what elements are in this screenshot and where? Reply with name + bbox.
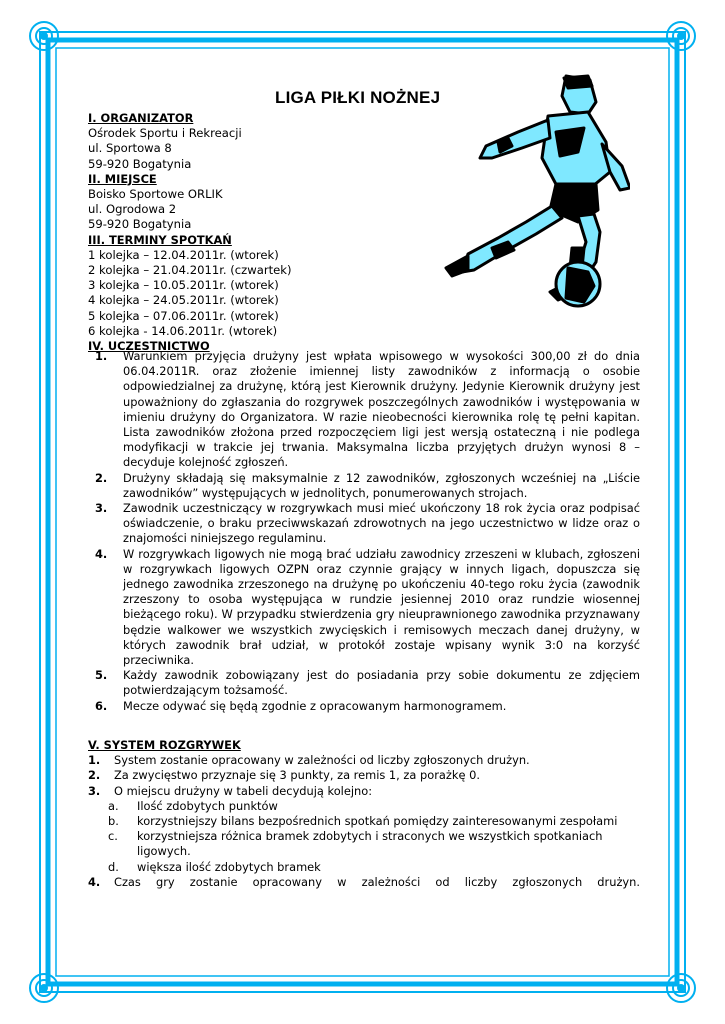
section-organizer xyxy=(88,111,292,354)
system-heading: V. SYSTEM ROZGRYWEK xyxy=(88,738,241,752)
schedule-line: 3 kolejka – 10.05.2011r. (wtorek) xyxy=(88,278,279,293)
list-item-text: System zostanie opracowany w zależności od liczby zgłoszonych drużyn. xyxy=(114,753,530,768)
schedule-line: 2 kolejka – 21.04.2011r. (czwartek) xyxy=(88,263,292,278)
schedule-line: 4 kolejka – 24.05.2011r. (wtorek) xyxy=(88,293,279,308)
organizer-line: 59-920 Bogatynia xyxy=(88,156,192,171)
sub-list-item: d. większa ilość zdobytych bramek xyxy=(108,859,321,874)
sub-item-text: większa ilość zdobytych bramek xyxy=(137,859,321,874)
system-section xyxy=(88,738,640,890)
list-item-text: W rozgrywkach ligowych nie mogą brać udziału zawodnicy zrzeszeni w klubach, zgłoszeni w rozgrywkach ligowych OZPN oraz czynnie grający w innych ligach, dopuszcza się jednego zawodnika zrzeszonego na drużynę po ukończeniu 40-tego roku życia (zawodnik zrzeszony to osoba występująca w rundzie jesiennej 2010 oraz rundzie wiosennej bieżącego roku). W przypadku stwierdzenia gry nieuprawnionego zawodnika przyznawany będzie walkower we wszystkich zwycięskich i remisowych meczach danej drużyny, w których zawodnik brał udział, w protokół zostaje wpisany wynik 3:0 na korzyść przeciwnika. xyxy=(123,546,640,668)
sub-item-text: korzystniejsza różnica bramek zdobytych i straconych we wszystkich spotkaniach ligowych. xyxy=(137,829,603,859)
list-item-text: Zawodnik uczestniczący w rozgrywkach musi mieć ukończony 18 rok życia oraz podpisać oświadczenie, o braku przeciwwskazań zdrowotnych na jego uczestnictwo w lidze oraz o znajomości niniejszego regulaminu. xyxy=(123,501,640,546)
list-item: 3. O miejscu drużyny w tabeli decydują kolejno: xyxy=(88,783,373,798)
sub-item-text: korzystniejszy bilans bezpośrednich spotkań pomiędzy zainteresowanymi zespołami xyxy=(137,814,618,829)
list-item-text: Warunkiem przyjęcia drużyny jest wpłata wpisowego w wysokości 300,00 zł do dnia 06.04.2011R. oraz złożenie imiennej listy zawodników z informacją o osobie odpowiedzialnej za drużynę, którą jest Kierownik drużyny. Jedynie Kierownik drużyny jest upoważniony do zgłaszania do rozgrywek poszczególnych zawodników i występowania w imieniu drużyny do Organizatora. W razie nieobecności kierownika rolę tę pełni kapitan. Lista zawodników złożona przed rozpoczęciem ligi jest wersją ostateczną i nie podlega modyfikacji w trakcie jej trwania. Maksymalna liczba przyjętych drużyn wynosi 8 – decyduje kolejność zgłoszeń. xyxy=(123,349,640,470)
list-item: 6. Mecze odywać się będą zgodnie z opracowanym harmonogramem. xyxy=(95,698,507,713)
schedule-heading: III. TERMINY SPOTKAŃ xyxy=(88,232,232,247)
list-item: 1. System zostanie opracowany w zależności od liczby zgłoszonych drużyn. xyxy=(88,753,530,768)
list-item-text: Każdy zawodnik zobowiązany jest do posiadania przy sobie dokumentu ze zdjęciem potwierdzającym tożsamość. xyxy=(123,668,640,698)
list-item-text: O miejscu drużyny w tabeli decydują kolejno: xyxy=(114,783,373,798)
place-line: 59-920 Bogatynia xyxy=(88,217,192,232)
list-item: 2. Drużyny składają się maksymalnie z 12 zawodników, zgłoszonych wcześniej na „Liście zawodników” występujących w jednolitych, ponumerowanych strojach. xyxy=(95,470,640,500)
participation-heading: IV. UCZESTNICTWO xyxy=(88,339,210,354)
place-line: Boisko Sportowe ORLIK xyxy=(88,187,223,202)
organizer-line: ul. Sportowa 8 xyxy=(88,141,172,156)
list-item: 4. Czas gry zostanie opracowany w zależności od liczby zgłoszonych drużyn. xyxy=(88,874,640,889)
sub-list-item: b. korzystniejszy bilans bezpośrednich spotkań pomiędzy zainteresowanymi zespołami xyxy=(108,814,618,829)
list-item-text: Za zwycięstwo przyznaje się 3 punkty, za remis 1, za porażkę 0. xyxy=(114,768,480,783)
sub-item-text: Ilość zdobytych punktów xyxy=(137,798,278,813)
schedule-line: 5 kolejka – 07.06.2011r. (wtorek) xyxy=(88,308,279,323)
list-item: 2. Za zwycięstwo przyznaje się 3 punkty, za remis 1, za porażkę 0. xyxy=(88,768,480,783)
list-item-text: Czas gry zostanie opracowany w zależności od liczby zgłoszonych drużyn. xyxy=(114,874,640,889)
schedule-line: 1 kolejka – 12.04.2011r. (wtorek) xyxy=(88,247,279,262)
sub-list-item: a. Ilość zdobytych punktów xyxy=(108,798,278,813)
list-item-text: Mecze odywać się będą zgodnie z opracowanym harmonogramem. xyxy=(123,698,507,713)
list-item: 1. Warunkiem przyjęcia drużyny jest wpłata wpisowego w wysokości 300,00 zł do dnia 06.04.2011R. oraz złożenie imiennej listy zawodników z informacją o osobie odpowiedzialnej za drużynę, którą jest Kierownik drużyny. Jedynie Kierownik drużyny jest upoważniony do zgłaszania do rozgrywek poszczególnych zawodników i występowania w imieniu drużyny do Organizatora. W razie nieobecności kierownika rolę tę pełni kapitan. Lista zawodników złożona przed rozpoczęciem ligi jest wersją ostateczną i nie podlega modyfikacji w trakcie jej trwania. Maksymalna liczba przyjętych drużyn wynosi 8 – decyduje kolejność zgłoszeń. xyxy=(95,349,640,470)
place-heading: II. MIEJSCE xyxy=(88,171,157,186)
sub-list-item: c. korzystniejsza różnica bramek zdobytych i straconych we wszystkich spotkaniach ligowych. xyxy=(108,829,603,859)
place-line: ul. Ogrodowa 2 xyxy=(88,202,177,217)
football-player-clipart xyxy=(438,72,630,312)
page-title: LIGA PIŁKI NOŻNEJ xyxy=(275,88,441,107)
participation-list xyxy=(88,349,640,714)
list-item: 5. Każdy zawodnik zobowiązany jest do posiadania przy sobie dokumentu ze zdjęciem potwierdzającym tożsamość. xyxy=(95,668,640,698)
schedule-line: 6 kolejka - 14.06.2011r. (wtorek) xyxy=(88,323,278,338)
organizer-heading: I. ORGANIZATOR xyxy=(88,111,194,125)
organizer-line: Ośrodek Sportu i Rekreacji xyxy=(88,126,242,141)
list-item-text: Drużyny składają się maksymalnie z 12 zawodników, zgłoszonych wcześniej na „Liście zawodników” występujących w jednolitych, ponumerowanych strojach. xyxy=(123,470,640,500)
list-item: 4. W rozgrywkach ligowych nie mogą brać udziału zawodnicy zrzeszeni w klubach, zgłoszeni w rozgrywkach ligowych OZPN oraz czynnie grający w innych ligach, dopuszcza się jednego zawodnika zrzeszonego na drużynę po ukończeniu 40-tego roku życia (zawodnik zrzeszony to osoba występująca w rundzie jesiennej 2010 oraz rundzie wiosennej bieżącego roku). W przypadku stwierdzenia gry nieuprawnionego zawodnika przyznawany będzie walkower we wszystkich zwycięskich i remisowych meczach danej drużyny, w których zawodnik brał udział, w protokół zostaje wpisany wynik 3:0 na korzyść przeciwnika. xyxy=(95,546,640,668)
list-item: 3. Zawodnik uczestniczący w rozgrywkach musi mieć ukończony 18 rok życia oraz podpisać oświadczenie, o braku przeciwwskazań zdrowotnych na jego uczestnictwo w lidze oraz o znajomości niniejszego regulaminu. xyxy=(95,501,640,546)
